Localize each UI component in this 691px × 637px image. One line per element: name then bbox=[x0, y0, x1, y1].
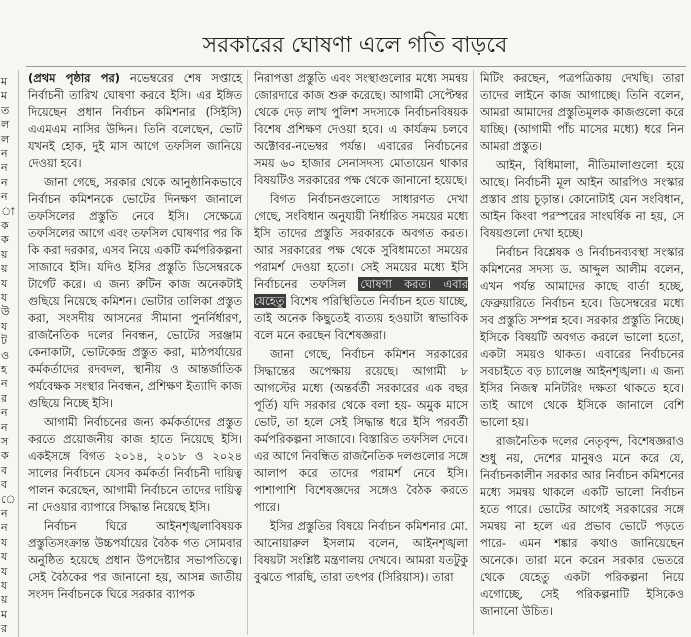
fragment-char: য bbox=[1, 579, 8, 592]
fragment-char: হ bbox=[1, 363, 7, 376]
fragment-char: ত bbox=[1, 103, 10, 117]
fragment-char: য় bbox=[1, 262, 8, 276]
fragment-char: য bbox=[1, 319, 8, 333]
paragraph: নিরাপত্তা প্রস্তুতি এবং সংস্থাগুলোর মধ্যে সমন্বয় জোরদারে কাজ শুরু করেছে। আগামী সেপ্টেম্বর থেকে দেড় লাখ পুলিশ সদস্যকে নির্বাচনবিষয়ক বিশেষ প্রশিক্ষণ দেওয়া হবে। এ কার্যক্রম চলবে অক্টোবর-নভেম্বর পর্যন্ত। এবারের নির্বাচনের সময় ৬০ হাজার সেনাসদস্য মোতায়েন থাকার বিষয়টিও সরকারের পক্ষ থেকে জানানো হয়েছে। bbox=[254, 71, 468, 187]
fragment-char: য bbox=[1, 564, 8, 578]
fragment-char: ন bbox=[1, 507, 8, 520]
paragraph: মিটিং করছেন, পত্রপত্রিকায় দেখছি। তারা তাদের লাইনে কাজ আগাচ্ছে। তিনি বলেন, আমরা আমাদের প্রস্তুতিমূলক কাজগুলো করে যাচ্ছি। (আগামী পাঁচ মাসের মধ্যে) ধরে নিন আমরা প্রস্তুত। bbox=[480, 71, 684, 153]
fragment-char: ন bbox=[1, 406, 8, 420]
fragment-char: ন bbox=[1, 190, 8, 204]
fragment-char: ও bbox=[1, 348, 10, 362]
paragraph: ইসির প্রস্তুতির বিষয়ে নির্বাচন কমিশনার মো. আনোয়ারুল ইসলাম বলেন, আইনশৃঙ্খলা বিষয়টা সংশ্লিষ্ট মন্ত্রণালয় দেখবে। আমরা যতটুকু বুঝতে পারছি, তারা তৎপর (সিরিয়াস)। তারা bbox=[254, 519, 468, 584]
paragraph: নির্বাচন বিশ্লেষক ও নির্বাচনব্যবস্থা সংস্কার কমিশনের সদস্য ড. আব্দুল আলীম বলেন, এখন পর্যন্ত আমাদের কাছে বার্তা হচ্ছে, ফেব্রুয়ারিতে নির্বাচন হবে। ডিসেম্বরের মধ্যে সব প্রস্তুতি সম্পন্ন হবে। সরকার প্রস্তুতি নিচ্ছে। ইসিকে বিষয়টি অবগত করলে ভালো হতো, একটা সময়ও থাকত। এবারের নির্বাচনের সবচাইতে বড় চ্যালেঞ্জ আইনশৃঙ্খলা। এ জন্য ইসির নিজস্ব মনিটরিং দক্ষতা থাকতে হবে। তাই আগে থেকে ইসিকে জানালে বেশি ভালো হয়। bbox=[480, 245, 684, 429]
fragment-char: ন bbox=[1, 175, 8, 189]
highlighted-text: ঘোষণা করত। এবার যেহেতু bbox=[254, 277, 468, 308]
fragment-char: ল bbox=[1, 132, 10, 146]
paragraph: রাজনৈতিক দলের নেতৃবৃন্দ, বিশেষজ্ঞরাও শুধু নয়, দেশের মানুষও মনে করে যে, নির্বাচনকালীন সরকার আর নির্বাচন কমিশনের মধ্যে সমন্বয় থাকলে একটি ভালো নির্বাচন হতে পারে। ভোটের আগেই সরকারের সঙ্গে সমন্বয় না হলে এর প্রভাব ভোটে পড়তে পারে- এমন শঙ্কার কথাও জানিয়েছেন অনেকে। তারা মনে করেন সরকার ভেতরে থেকে যেহেতু একটা পরিকল্পনা নিয়ে এগোচ্ছে, সেই পরিকল্পনাটি ইসিকেও জানানো উচিত। bbox=[480, 434, 684, 618]
fragment-char: া bbox=[1, 204, 15, 218]
fragment-char: স bbox=[1, 435, 9, 448]
fragment-char: ক bbox=[1, 219, 9, 232]
paragraph: নির্বাচন ঘিরে আইনশৃঙ্খলাবিষয়ক প্রস্তুতিসংক্রান্ত উচ্চপর্যায়ের বৈঠক গত সোমবার অনুষ্ঠিত হয়েছে প্রধান উপদেষ্টার সভাপতিত্বে। সেই বৈঠকের পর জানানো হয়, আসন্ন জাতীয় সংসদ নির্বাচনকে ঘিরে সরকার ব্যাপক bbox=[28, 519, 242, 601]
fragment-char: ক bbox=[1, 449, 9, 463]
continuation-label: (প্রথম পৃষ্ঠার পর) bbox=[28, 71, 120, 85]
fragment-char: য bbox=[1, 535, 8, 549]
fragment-char: ম bbox=[1, 607, 8, 621]
fragment-char: ন bbox=[1, 161, 8, 175]
fragment-char: ব bbox=[1, 478, 8, 492]
fragment-char: ট bbox=[1, 334, 7, 348]
fragment-char: য় bbox=[1, 593, 8, 607]
article-headline: সরকারের ঘোষণা এলে গতি বাড়বে bbox=[202, 33, 508, 58]
paragraph: আইন, বিধিমালা, নীতিমালাগুলো হয়ে আছে। নির্বাচনী মূল আইন আরপিও সংস্কার প্রস্তাব প্রায় চূড়ান্ত। কোনোটাই যেন সংবিধান, আইন কিংবা পরস্পরের সাংঘর্ষিক না হয়, সে বিষয়গুলো দেখা হচ্ছে। bbox=[480, 158, 684, 240]
fragment-char: য bbox=[1, 291, 8, 304]
fragment-char: ন bbox=[1, 147, 8, 160]
adjacent-column-fragment bbox=[0, 70, 19, 637]
fragment-char: ব bbox=[1, 463, 8, 477]
fragment-char: য় bbox=[1, 247, 8, 261]
column-divider-2 bbox=[473, 70, 474, 635]
column-divider-1 bbox=[247, 70, 248, 635]
fragment-char: য bbox=[1, 276, 8, 290]
fragment-char: উ bbox=[1, 305, 10, 319]
fragment-char: ম bbox=[1, 75, 8, 88]
fragment-char: ে bbox=[1, 492, 16, 506]
fragment-char: র bbox=[1, 622, 8, 636]
fragment-char: ন bbox=[1, 521, 8, 535]
paragraph: জানা গেছে, সরকার থেকে আনুষ্ঠানিকভাবে নির্বাচন কমিশনকে ভোটের দিনক্ষণ জানালে তফসিলের প্রস্তুতি নেবে ইসি। সেক্ষেত্রে তফসিলের আগে এবং তফসিল ঘোষণার পর কি কি করা দরকার, এসব নিয়ে একটি কর্মপরিকল্পনা সাজাবে ইসি। যদিও ইসির প্রস্তুতি ডিসেম্বরকে টার্গেট করে। এ জন্য রুটিন কাজ অনেকটাই গুছিয়ে নিয়েছে কমিশন। ভোটার তালিকা প্রস্তুত করা, সংসদীয় আসনের সীমানা পুনর্নির্ধারণ, রাজনৈতিক দলের নিবন্ধন, ভোটের সরঞ্জাম কেনাকাটা, ভোটকেন্দ্র প্রস্তুত করা, মাঠপর্যায়ের কর্মকর্তাদের রদবদল, স্থানীয় ও আন্তর্জাতিক পর্যবেক্ষক সংস্থার নিবন্ধন, প্রশিক্ষণ ইত্যাদি কাজ গুছিয়ে নিচ্ছে ইসি। bbox=[28, 175, 242, 410]
headline-rule bbox=[26, 66, 686, 67]
article-column-1 bbox=[24, 70, 246, 630]
fragment-char: র bbox=[1, 391, 8, 405]
fragment-char: ল bbox=[1, 118, 10, 132]
fragment-char: য bbox=[1, 550, 8, 564]
fragment-char: ম bbox=[1, 89, 8, 103]
article-column-2 bbox=[250, 70, 472, 630]
paragraph: জানা গেছে, নির্বাচন কমিশন সরকারের সিদ্ধান্তের অপেক্ষায় রয়েছে। আগামী ৮ আগস্টের মধ্যে (অন্তর্বর্তী সরকারের এক বছর পূর্তি) যদি সরকার থেকে বলা হয়- অমুক মাসে ভোট, তা হলে সেই সিদ্ধান্ত ধরে ইসি পরবর্তী কর্মপরিকল্পনা সাজাবে। বিস্তারিত তফসিল দেবে। এর আগে নিবন্ধিত রাজনৈতিক দলগুলোর সঙ্গে আলাপ করে তাদের পরামর্শ নেবে ইসি। পাশাপাশি বিশেষজ্ঞদের সঙ্গেও বৈঠক করতে পারে। bbox=[254, 347, 468, 514]
fragment-char: ন bbox=[1, 377, 8, 391]
fragment-char: ন bbox=[1, 420, 8, 434]
fragment-char: ক bbox=[1, 233, 9, 247]
paragraph: আগামী নির্বাচনের জন্য কর্মকর্তাদের প্রস্তুত করতে প্রয়োজনীয় কাজ হাতে নিয়েছে ইসি। একইসঙ্গে বিগত ২০১৪, ২০১৮ ও ২০২৪ সালের নির্বাচনে যেসব কর্মকর্তা নির্বাচনী দায়িত্ব পালন করেছেন, আগামী নির্বাচনে তাদের দায়িত্ব না দেওয়ার ব্যাপারে সিদ্ধান্ত নিয়েছে ইসি। bbox=[28, 415, 242, 514]
paragraph: বিগত নির্বাচনগুলোতে সাধারণত দেখা গেছে, সংবিধান অনুযায়ী নির্ধারিত সময়ের মধ্যে ইসি তাদের প্রস্তুতি সরকারকে অবগত করত। আর সরকারের পক্ষ থেকে সুবিধামতো সময়ের পরামর্শ দেওয়া হতো। সেই সময়ের মধ্যে ইসি নির্বাচনের তফসিল ঘোষণা করত। এবার যেহেতু বিশেষ পরিস্থিতিতে নির্বাচন হতে যাচ্ছে, তাই অনেক কিছুতেই ব্যত্যয় হওয়াটা স্বাভাবিক বলে মনে করছেন বিশেষজ্ঞরা। bbox=[254, 192, 468, 342]
paragraph: (প্রথম পৃষ্ঠার পর) নভেম্বরের শেষ সপ্তাহে নির্বাচনী তারিখ ঘোষণা করবে ইসি। এর ইঙ্গিত দিয়েছেন প্রধান নির্বাচন কমিশনার (সিইসি) এএমএম নাসির উদ্দিন। তিনি বলেছেন, ভোট যখনই হোক, দুই মাস আগে তফসিল জানিয়ে দেওয়া হবে। bbox=[28, 71, 242, 170]
article-column-3 bbox=[476, 70, 688, 630]
